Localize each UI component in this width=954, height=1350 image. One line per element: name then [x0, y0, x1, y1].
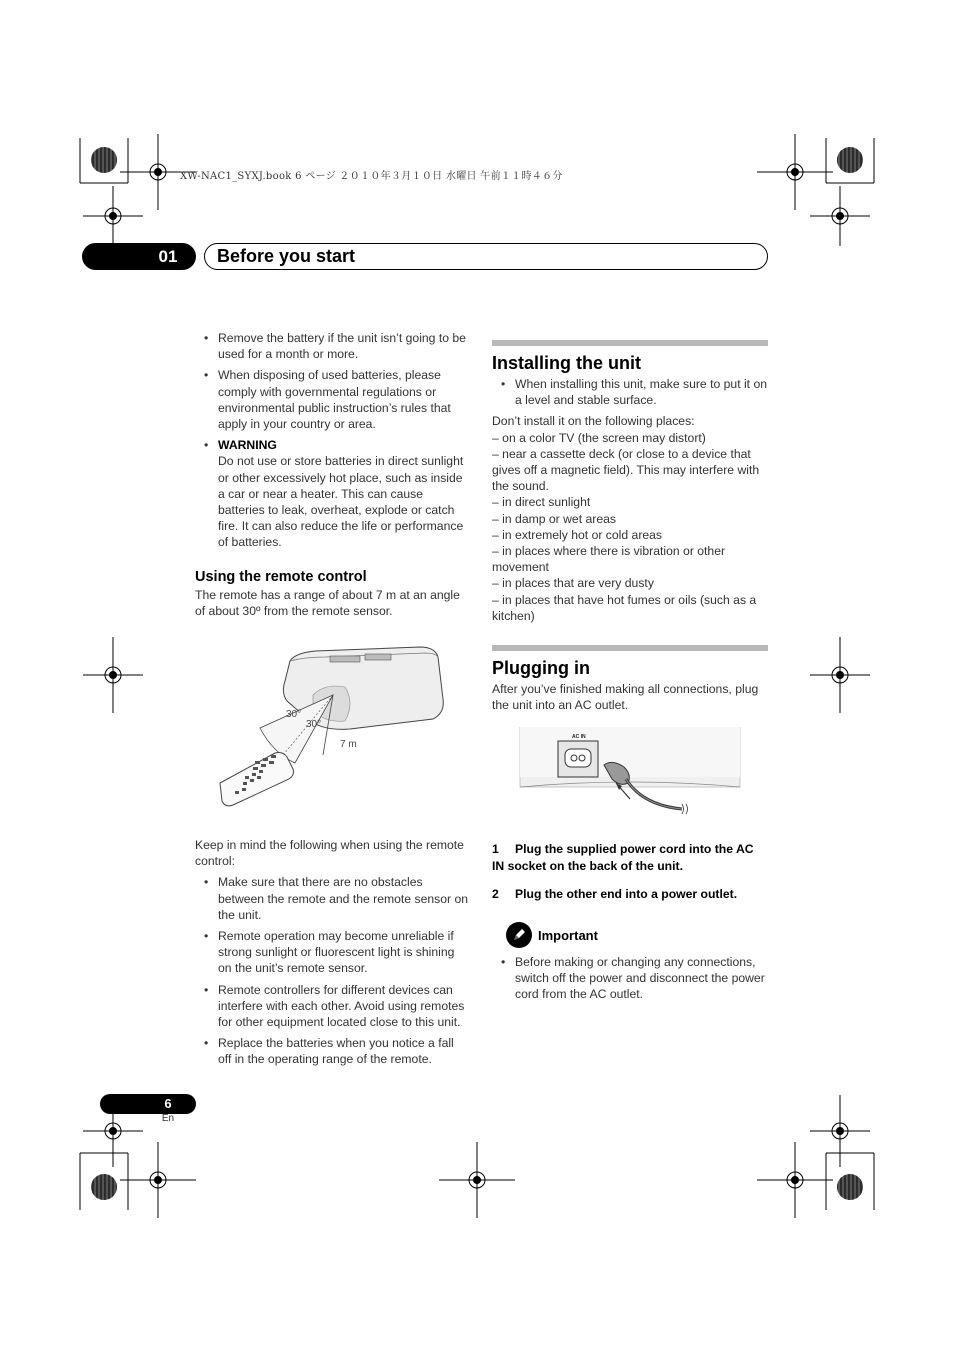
page-number: 6 — [164, 1096, 172, 1111]
important-bullets — [492, 954, 768, 1003]
section-bar — [492, 645, 768, 651]
right-column — [492, 330, 768, 1008]
install-place-line: Don’t install it on the following places: — [492, 414, 695, 429]
angle-left-label: 30° — [286, 709, 302, 721]
list-item: • Remove the battery if the unit isn’t going to be used for a month or more. — [195, 330, 470, 362]
install-place-line: – in places that are very dusty — [492, 576, 654, 591]
install-place-line: – in damp or wet areas — [492, 511, 616, 526]
install-place-line: – in extremely hot or cold areas — [492, 527, 663, 542]
install-place-line: – on a color TV (the screen may distort) — [492, 430, 706, 445]
list-item: • Make sure that there are no obstacles between the remote and the remote sensor on the unit. — [195, 874, 470, 923]
remote-range-illustration — [195, 643, 470, 815]
important-label: Important — [538, 927, 598, 943]
chapter-number: 01 — [158, 247, 178, 266]
step-1: 1 Plug the supplied power cord into the AC IN socket on the back of the unit. — [492, 842, 754, 873]
ac-socket-illustration — [492, 727, 768, 827]
steps — [492, 841, 768, 902]
install-places — [492, 413, 768, 624]
remote-notes-intro: Keep in mind the following when using the remote control: — [195, 838, 464, 869]
install-place-line: – in places where there is vibration or other movement — [492, 544, 726, 575]
section-bar — [492, 340, 768, 346]
remote-control-drawing — [220, 753, 294, 806]
list-item: • Before making or changing any connections, switch off the power and disconnect the power cord from the AC outlet. — [492, 954, 768, 1003]
install-bullets — [492, 376, 768, 408]
warning-item — [195, 437, 470, 550]
list-item: • Remote controllers for different devices can interfere with each other. Avoid using remotes for other equipment located close to this unit. — [195, 982, 470, 1031]
remote-bullets — [195, 874, 470, 1067]
install-heading: Installing the unit — [492, 353, 641, 373]
remote-intro: The remote has a range of about 7 m at an angle of about 30º from the remote sensor. — [195, 587, 460, 618]
remote-heading: Using the remote control — [195, 568, 367, 585]
print-metadata: XW-NAC1_SYXJ.book 6 ページ ２０１０年３月１０日 水曜日 午前１１時４６分 — [180, 171, 563, 182]
install-place-line: – in places that have hot fumes or oils (such as a kitchen) — [492, 592, 757, 623]
step-2: 2 Plug the other end into a power outlet. — [492, 886, 738, 901]
chapter-title: Before you start — [217, 246, 356, 266]
list-item: • Replace the batteries when you notice a fall off in the operating range of the remote. — [195, 1035, 470, 1067]
list-item: • Remote operation may become unreliable if strong sunlight or fluorescent light is shining on the unit’s remote sensor. — [195, 928, 470, 977]
battery-bullets — [195, 330, 470, 551]
left-column — [195, 330, 470, 1073]
install-place-line: – in direct sunlight — [492, 495, 591, 510]
install-place-line: – near a cassette deck (or close to a device that gives off a magnetic field). This may interfere with the sound. — [492, 446, 760, 494]
ac-in-label: AC IN — [572, 734, 586, 741]
warning-text: Do not use or store batteries in direct sunlight or other excessively hot place, such as inside a car or near a heater. This can cause batteries to leak, overheat, explode or catch fire. It can also reduce the life or performance of batteries. — [218, 454, 464, 550]
plug-intro: After you’ve finished making all connections, plug the unit into an AC outlet. — [492, 682, 759, 713]
warning-title: • WARNING — [218, 438, 277, 453]
angle-right-label: 30° — [306, 719, 322, 731]
page-language: En — [161, 1113, 175, 1124]
pen-icon — [506, 922, 532, 948]
plug-heading: Plugging in — [492, 658, 590, 679]
important-callout — [506, 922, 768, 948]
range-label: 7 m — [340, 739, 357, 751]
list-item: • When installing this unit, make sure to put it on a level and stable surface. — [492, 376, 768, 408]
list-item: • When disposing of used batteries, please comply with governmental regulations or environmental public instruction’s rules that apply in your country or area. — [195, 367, 470, 432]
